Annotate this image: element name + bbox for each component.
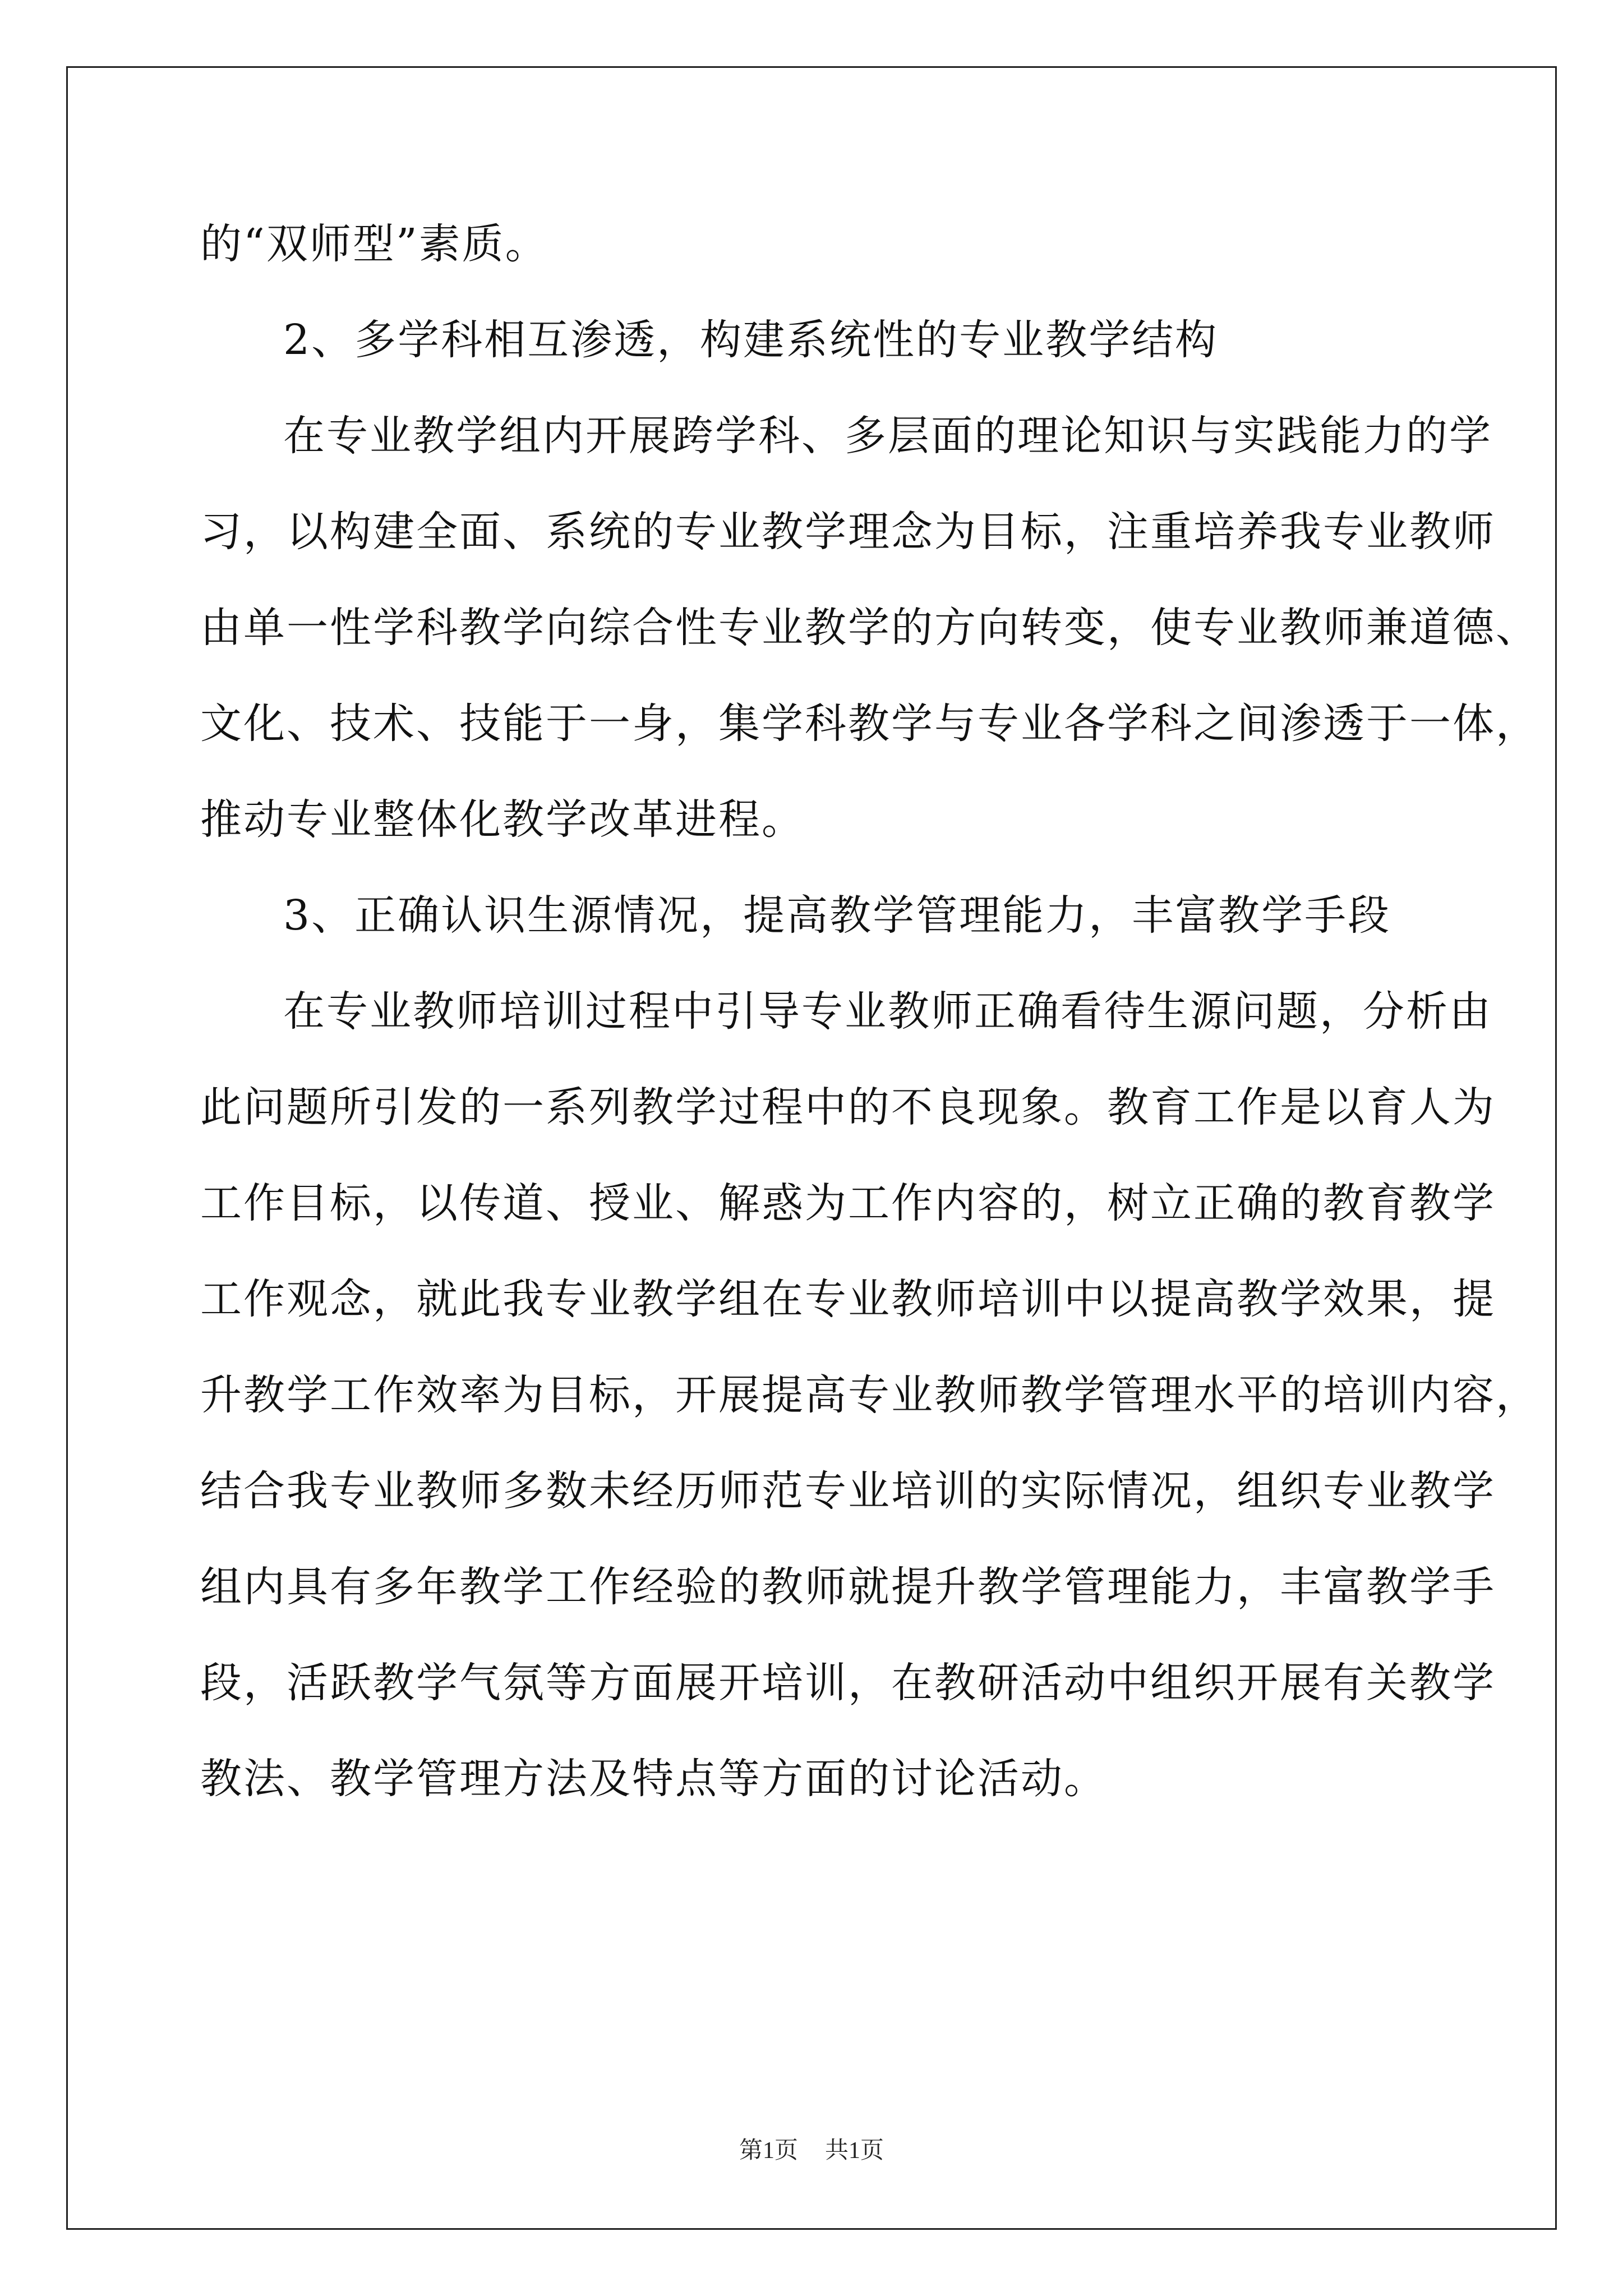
- text-line: 在专业教学组内开展跨学科、多层面的理论知识与实践能力的学: [283, 412, 1492, 460]
- text-line: 组内具有多年教学工作经验的教师就提升教学管理能力，丰富教学手: [200, 1563, 1496, 1611]
- text-line: 的“双师型”素质。: [200, 220, 548, 268]
- text-line: 升教学工作效率为目标，开展提高专业教师教学管理水平的培训内容，: [200, 1371, 1539, 1419]
- text-line: 在专业教师培训过程中引导专业教师正确看待生源问题，分析由: [283, 987, 1492, 1036]
- section-heading: 2、多学科相互渗透，构建系统性的专业教学结构: [283, 316, 1219, 364]
- text-line: 教法、教学管理方法及特点等方面的讨论活动。: [200, 1755, 1107, 1803]
- page-total: 共1页: [825, 2138, 884, 2164]
- text-line: 由单一性学科教学向综合性专业教学的方向转变，使专业教师兼道德、: [200, 604, 1539, 652]
- text-line: 文化、技术、技能于一身，集学科教学与专业各学科之间渗透于一体，: [200, 700, 1539, 748]
- text-line: 结合我专业教师多数未经历师范专业培训的实际情况，组织专业教学: [200, 1467, 1496, 1515]
- text-line: 习，以构建全面、系统的专业教学理念为目标，注重培养我专业教师: [200, 508, 1496, 556]
- text-line: 段，活跃教学气氛等方面展开培训，在教研活动中组织开展有关教学: [200, 1659, 1496, 1707]
- text-line: 推动专业整体化教学改革进程。: [200, 795, 805, 844]
- text-line: 工作目标，以传道、授业、解惑为工作内容的，树立正确的教育教学: [200, 1179, 1496, 1227]
- text-line: 此问题所引发的一系列教学过程中的不良现象。教育工作是以育人为: [200, 1083, 1496, 1131]
- document-body: [200, 216, 1539, 1847]
- section-heading: 3、正确认识生源情况，提高教学管理能力，丰富教学手段: [283, 891, 1391, 940]
- text-line: 工作观念，就此我专业教学组在专业教师培训中以提高教学效果，提: [200, 1275, 1496, 1323]
- page-number: 第1页: [739, 2138, 798, 2164]
- page-footer: [0, 2132, 1623, 2165]
